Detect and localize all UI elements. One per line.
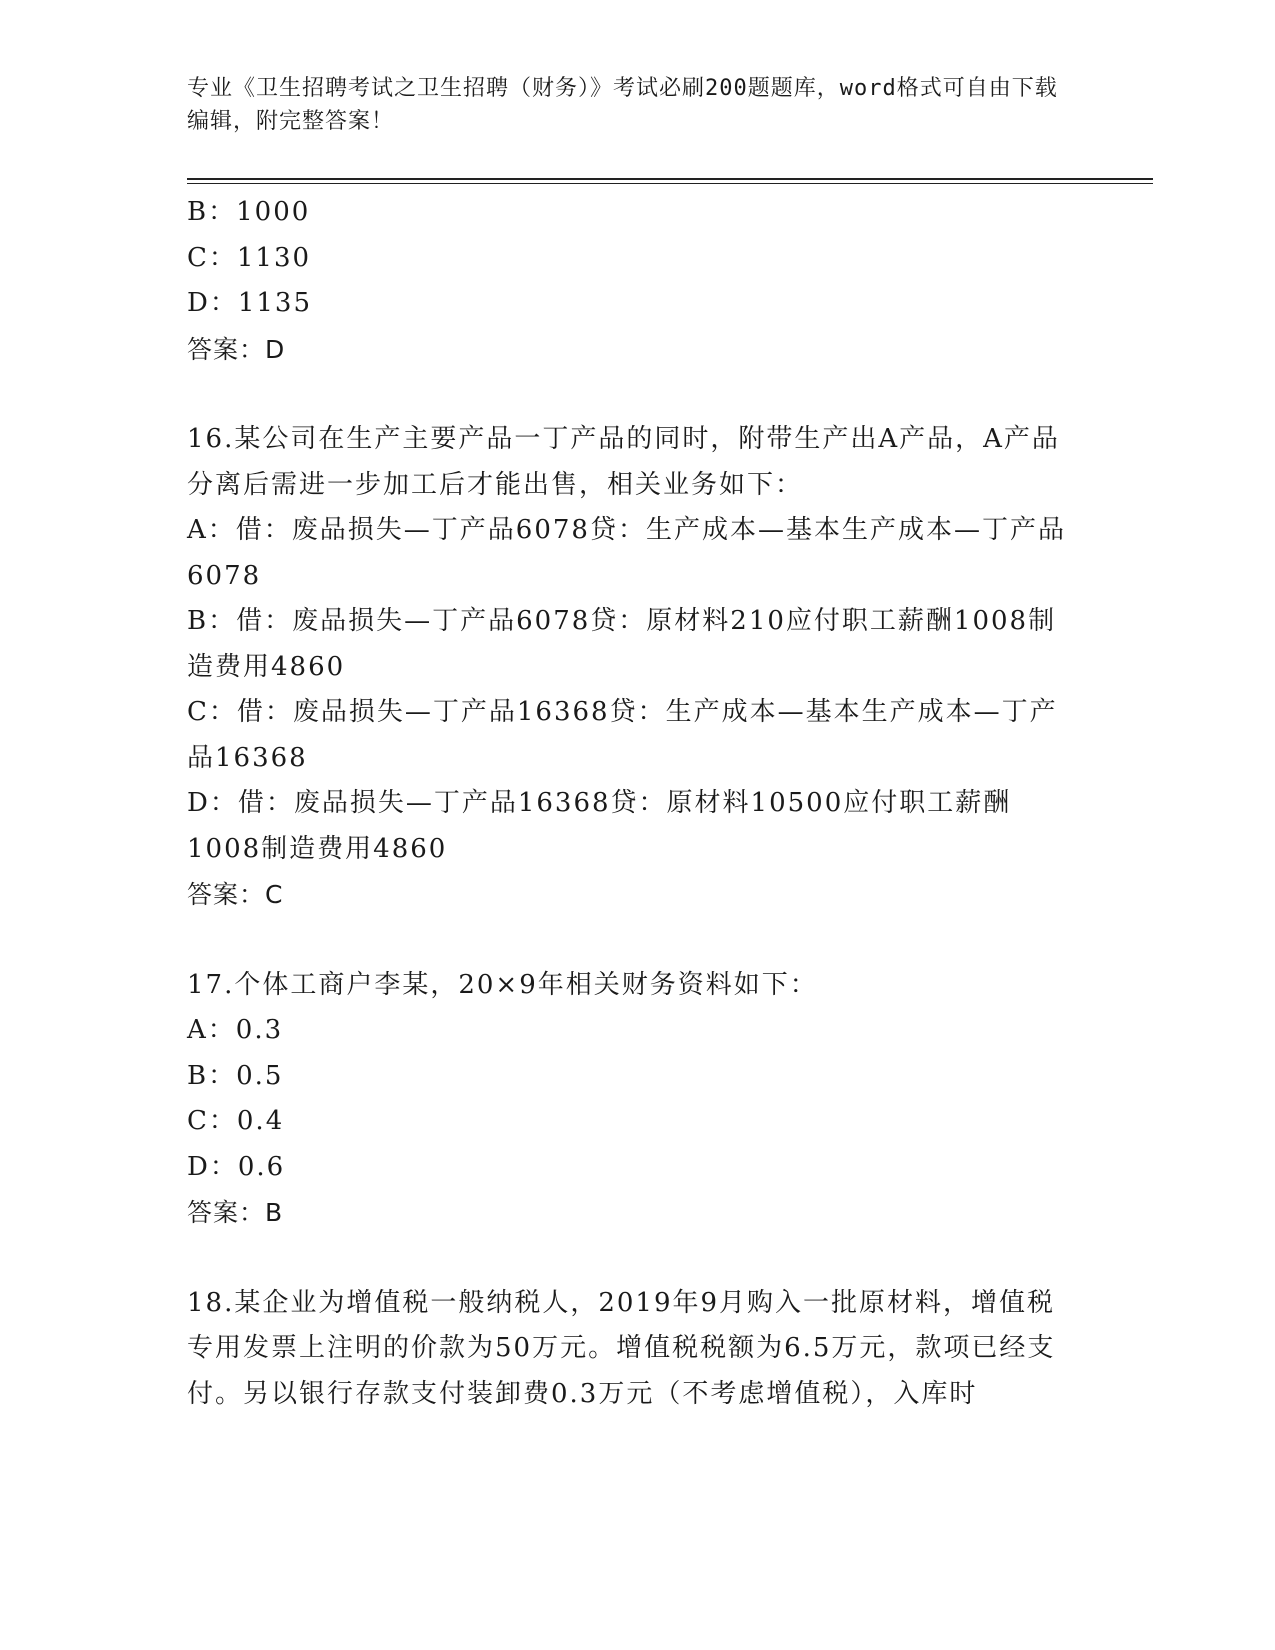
option-b: B：借：废品损失—丁产品6078贷：原材料210应付职工薪酬1008制造费用4860	[187, 606, 1057, 682]
spacer	[187, 1236, 1077, 1281]
option-a: A：借：废品损失—丁产品6078贷：生产成本—基本生产成本—丁产品6078	[187, 515, 1066, 591]
option-d: D：借：废品损失—丁产品16368贷：原材料10500应付职工薪酬1008制造费用4860	[187, 788, 1012, 864]
question-stem: 16.某公司在生产主要产品一丁产品的同时，附带生产出A产品，A产品分离后需进一步加工后才能出售，相关业务如下：	[187, 424, 1060, 500]
header-rule-thin	[187, 183, 1153, 184]
option-d: D：1135	[187, 288, 313, 318]
question-stem: 18.某企业为增值税一般纳税人，2019年9月购入一批原材料，增值税专用发票上注明的价款为50万元。增值税税额为6.5万元，款项已经支付。另以银行存款支付装卸费0.3万元（不考虑增值税），入库时	[187, 1287, 1056, 1409]
question-block-18	[187, 1281, 1077, 1418]
question-list	[187, 190, 1077, 1417]
question-stem: 17.个体工商户李某，20×9年相关财务资料如下：	[187, 969, 818, 1000]
option-c: C：1130	[187, 242, 312, 273]
option-c: C：0.4	[187, 1106, 285, 1136]
option-b: B：0.5	[187, 1060, 284, 1091]
option-d: D：0.6	[187, 1151, 286, 1182]
option-b: B：1000	[187, 197, 311, 227]
answer-label: 答案：C	[187, 880, 284, 909]
answer-label: 答案：D	[187, 334, 286, 364]
spacer	[187, 918, 1077, 963]
option-a: A：0.3	[187, 1015, 284, 1045]
header-rule-thick	[187, 178, 1153, 180]
document-header	[187, 72, 1067, 138]
header-text: 专业《卫生招聘考试之卫生招聘（财务）》考试必刷200题题库，word格式可自由下载编辑，附完整答案！	[187, 76, 1058, 134]
question-block-16	[187, 417, 1077, 918]
question-block-17	[187, 963, 1077, 1236]
answer-label: 答案：B	[187, 1198, 284, 1227]
spacer	[187, 372, 1077, 417]
option-c: C：借：废品损失—丁产品16368贷：生产成本—基本生产成本—丁产品16368	[187, 697, 1058, 773]
question-block-15-tail	[187, 190, 1077, 372]
